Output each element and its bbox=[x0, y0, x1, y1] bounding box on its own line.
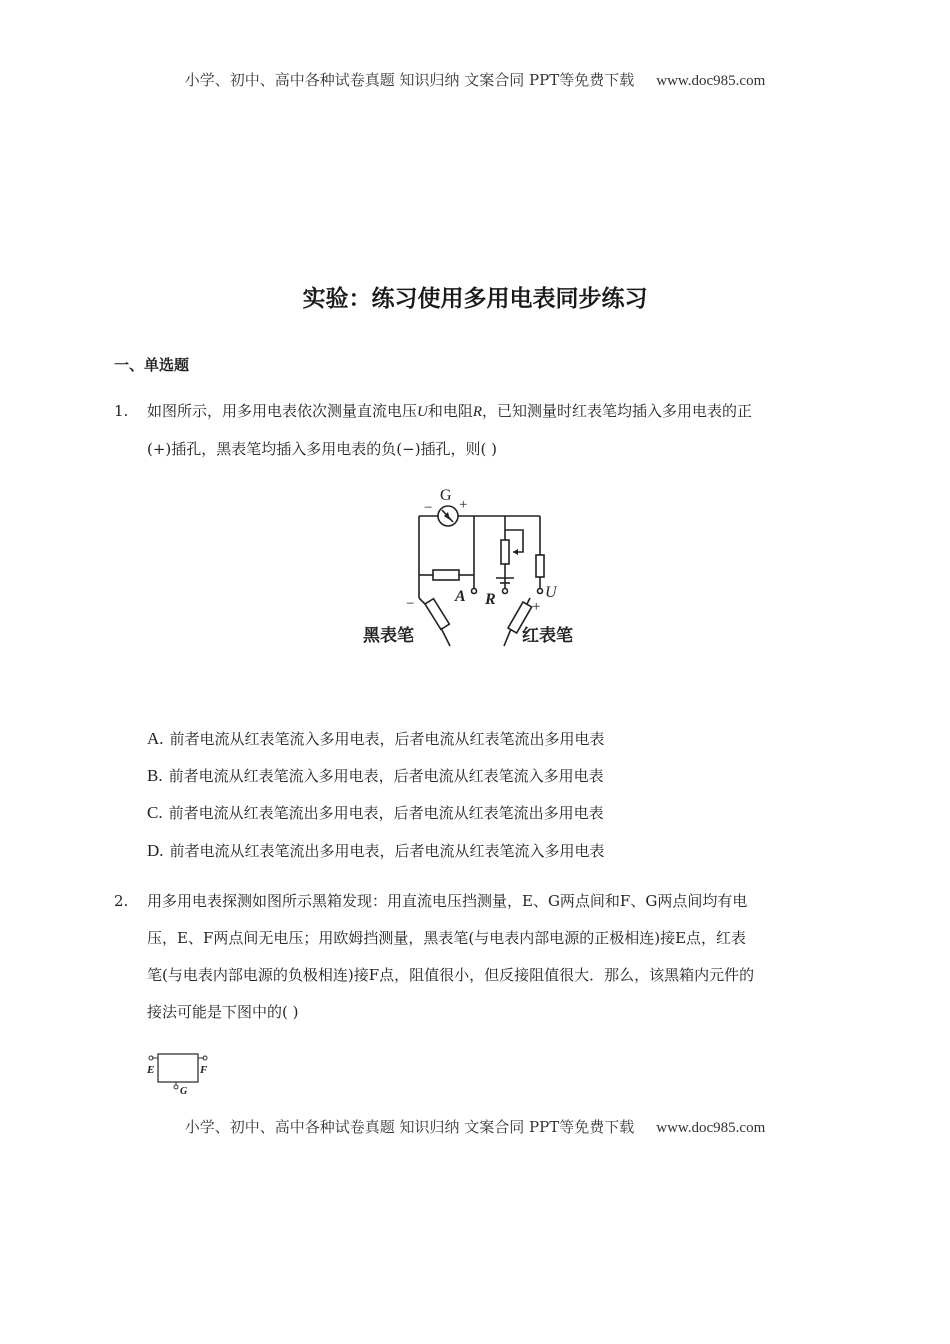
terminal-g bbox=[174, 1085, 178, 1089]
black-box-figure bbox=[145, 1050, 215, 1099]
section-heading: 一、单选题 bbox=[114, 356, 190, 374]
option-b[interactable]: B. 前者电流从红表笔流入多用电表，后者电流从红表笔流入多用电表 bbox=[147, 766, 604, 785]
question-2-line-2: 压，E、F两点间无电压；用欧姆挡测量，黑表笔(与电表内部电源的正极相连)接E点，红表 bbox=[147, 929, 747, 947]
option-a[interactable]: A. 前者电流从红表笔流入多用电表，后者电流从红表笔流出多用电表 bbox=[147, 729, 605, 748]
label-g-plus: + bbox=[459, 497, 468, 513]
resistor-horizontal bbox=[433, 570, 459, 580]
terminal-r bbox=[503, 589, 508, 594]
option-d[interactable]: D. 前者电流从红表笔流出多用电表，后者电流从红表笔流入多用电表 bbox=[147, 841, 605, 860]
header-url[interactable]: www.doc985.com bbox=[656, 73, 766, 89]
black-box bbox=[158, 1054, 198, 1082]
option-c[interactable]: C. 前者电流从红表笔流出多用电表，后者电流从红表笔流出多用电表 bbox=[147, 803, 604, 822]
question-1-number: 1. bbox=[114, 402, 129, 420]
box-label-e: E bbox=[147, 1064, 155, 1076]
label-a: A bbox=[455, 588, 466, 605]
label-pen-minus: − bbox=[406, 596, 415, 612]
terminal-a bbox=[472, 589, 477, 594]
question-2-text bbox=[147, 883, 837, 1031]
footer-text: 小学、初中、高中各种试卷真题 知识归纳 文案合同 PPT等免费下载 bbox=[184, 1118, 635, 1136]
page-footer bbox=[0, 1116, 950, 1137]
question-2-line-4: 接法可能是下图中的( ) bbox=[147, 1003, 299, 1021]
circuit-figure bbox=[355, 480, 595, 659]
page-header bbox=[0, 69, 950, 90]
label-g-minus: − bbox=[424, 500, 433, 516]
question-1-text bbox=[147, 393, 837, 468]
footer-url[interactable]: www.doc985.com bbox=[656, 1120, 766, 1136]
question-1-line-2: (+)插孔，黑表笔均插入多用电表的负(−)插孔，则( ) bbox=[147, 440, 498, 458]
label-r: R bbox=[485, 591, 496, 608]
box-label-f: F bbox=[200, 1064, 208, 1076]
box-label-g: G bbox=[180, 1086, 188, 1095]
page-title: 实验：练习使用多用电表同步练习 bbox=[302, 286, 648, 312]
header-text: 小学、初中、高中各种试卷真题 知识归纳 文案合同 PPT等免费下载 bbox=[184, 71, 635, 89]
label-red-pen: 红表笔 bbox=[522, 626, 573, 646]
resistor-u bbox=[536, 555, 544, 577]
question-2-line-3: 笔(与电表内部电源的负极相连)接F点，阻值很小，但反接阻值很大．那么，该黑箱内元件的 bbox=[147, 966, 755, 984]
label-u: U bbox=[545, 584, 557, 601]
label-g: G bbox=[440, 487, 452, 504]
label-black-pen: 黑表笔 bbox=[363, 626, 414, 646]
rheostat bbox=[501, 540, 509, 564]
question-2-line-1: 用多用电表探测如图所示黑箱发现：用直流电压挡测量，E、G两点间和F、G两点间均有电 bbox=[147, 892, 748, 910]
question-2-number: 2. bbox=[114, 892, 129, 910]
label-pen-plus: + bbox=[532, 599, 541, 615]
terminal-u bbox=[538, 589, 543, 594]
question-1-line-1: 如图所示，用多用电表依次测量直流电压U和电阻R，已知测量时红表笔均插入多用电表的正 bbox=[147, 402, 753, 420]
black-pen bbox=[425, 599, 449, 630]
